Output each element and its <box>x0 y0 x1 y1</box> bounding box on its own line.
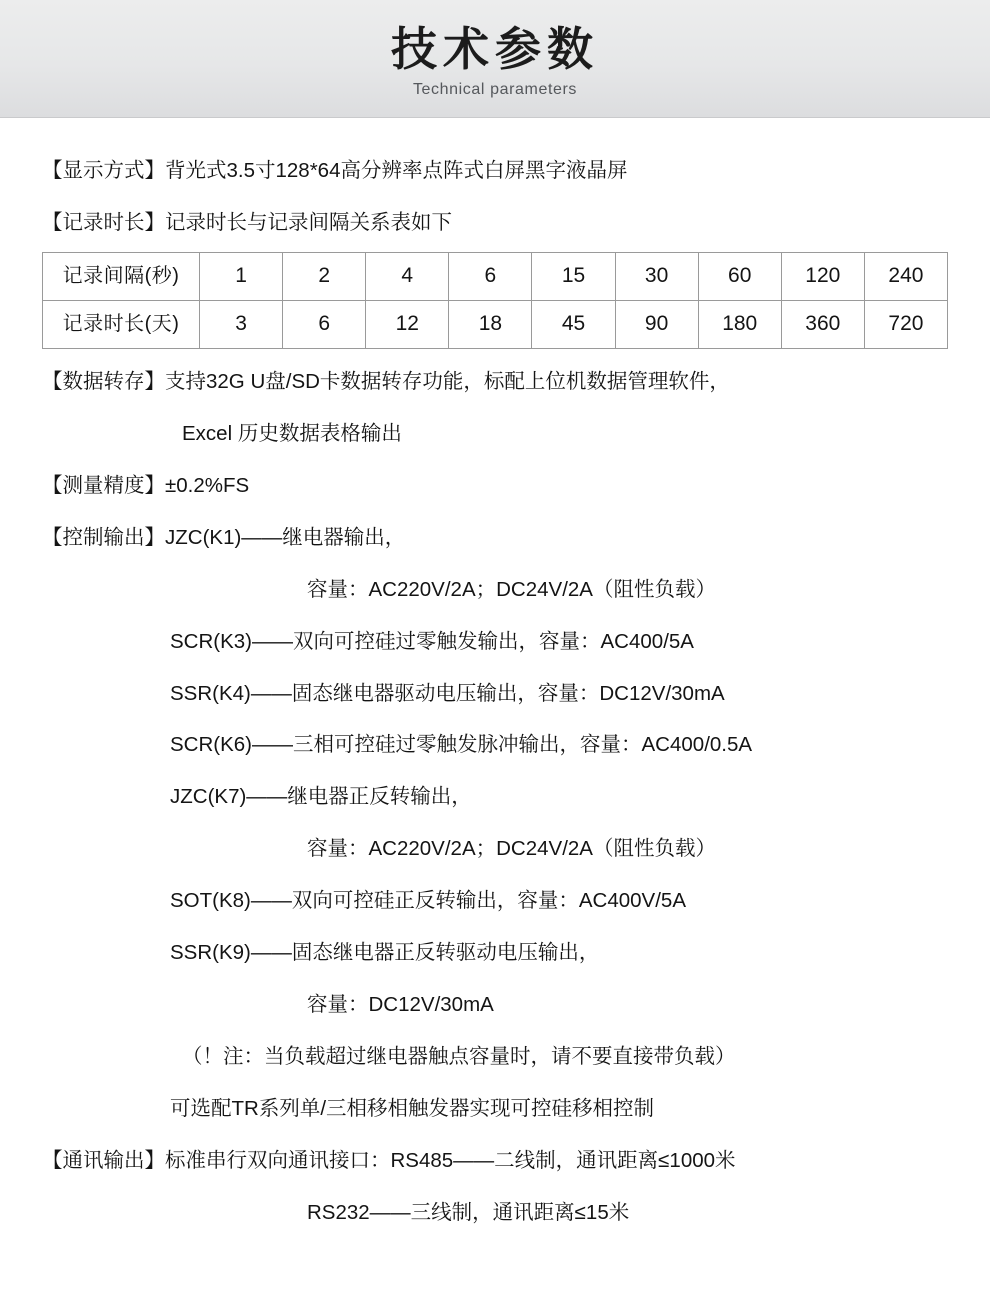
spec-k8: SOT(K8)——双向可控硅正反转输出，容量：AC400V/5A <box>170 889 686 913</box>
cell-interval-6: 60 <box>698 252 781 300</box>
cell-duration-4: 45 <box>532 300 615 348</box>
page-title: 技术参数 <box>391 22 599 75</box>
page-subtitle: Technical parameters <box>412 81 578 99</box>
cell-interval-0: 1 <box>200 252 283 300</box>
table-row <box>43 300 948 348</box>
cell-duration-0: 3 <box>200 300 283 348</box>
spec-data-transfer-cont: Excel 历史数据表格输出 <box>182 421 402 445</box>
spec-content <box>0 118 990 1270</box>
cell-interval-2: 4 <box>366 252 449 300</box>
cell-interval-3: 6 <box>449 252 532 300</box>
spec-k6: SCR(K6)——三相可控硅过零触发脉冲输出，容量：AC400/0.5A <box>170 733 753 757</box>
page-header <box>0 0 990 118</box>
spec-comm-output: 【通讯输出】标准串行双向通讯接口：RS485——二线制，通讯距离≤1000米 <box>42 1148 736 1172</box>
spec-k3: SCR(K3)——双向可控硅过零触发输出，容量：AC400/5A <box>170 629 694 653</box>
cell-duration-3: 18 <box>449 300 532 348</box>
cell-interval-5: 30 <box>615 252 698 300</box>
table-row <box>43 252 948 300</box>
spec-display-mode: 【显示方式】背光式3.5寸128*64高分辨率点阵式白屏黑字液晶屏 <box>42 159 628 182</box>
spec-load-note: （！注：当负载超过继电器触点容量时，请不要直接带负载） <box>182 1045 736 1069</box>
record-interval-table <box>42 252 948 349</box>
spec-k7: JZC(K7)——继电器正反转输出， <box>170 785 472 809</box>
spec-k9: SSR(K9)——固态继电器正反转驱动电压输出， <box>170 941 600 965</box>
spec-accuracy: 【测量精度】±0.2%FS <box>42 473 250 497</box>
cell-interval-8: 240 <box>864 252 947 300</box>
spec-control-output: 【控制输出】JZC(K1)——继电器输出， <box>42 525 406 549</box>
spec-k4: SSR(K4)——固态继电器驱动电压输出，容量：DC12V/30mA <box>170 681 725 705</box>
cell-interval-7: 120 <box>781 252 864 300</box>
spec-k9-capacity: 容量：DC12V/30mA <box>307 993 494 1017</box>
cell-interval-4: 15 <box>532 252 615 300</box>
spec-k7-capacity: 容量：AC220V/2A；DC24V/2A（阻性负载） <box>307 837 716 861</box>
cell-duration-8: 720 <box>864 300 947 348</box>
cell-duration-5: 90 <box>615 300 698 348</box>
cell-duration-6: 180 <box>698 300 781 348</box>
spec-comm-output-cont: RS232——三线制，通讯距离≤15米 <box>307 1200 630 1224</box>
cell-duration-1: 6 <box>283 300 366 348</box>
row-header-duration: 记录时长(天) <box>43 300 200 348</box>
spec-k1-capacity: 容量：AC220V/2A；DC24V/2A（阻性负载） <box>307 577 716 601</box>
cell-interval-1: 2 <box>283 252 366 300</box>
spec-data-transfer: 【数据转存】支持32G U盘/SD卡数据转存功能，标配上位机数据管理软件， <box>42 369 730 393</box>
row-header-interval: 记录间隔(秒) <box>43 252 200 300</box>
cell-duration-2: 12 <box>366 300 449 348</box>
record-interval-table-wrap <box>42 252 948 349</box>
spec-record-time: 【记录时长】记录时长与记录间隔关系表如下 <box>42 210 452 234</box>
spec-optional-trigger: 可选配TR系列单/三相移相触发器实现可控硅移相控制 <box>170 1097 655 1120</box>
cell-duration-7: 360 <box>781 300 864 348</box>
